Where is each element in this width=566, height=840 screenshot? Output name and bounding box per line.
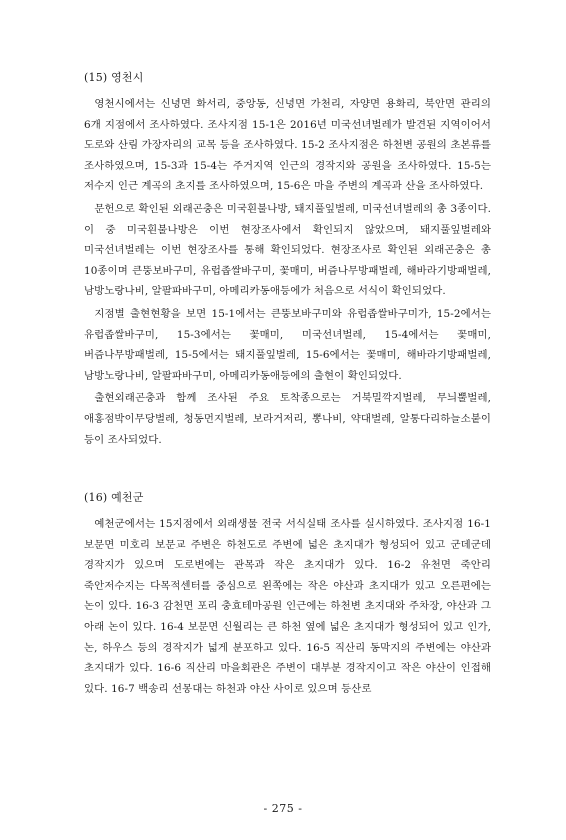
paragraph: 문헌으로 확인된 외래곤충은 미국흰불나방, 돼지풀잎벌레, 미국선녀벌레의 총 3종이다. 이 중 미국흰불나방은 이번 현장조사에서 확인되지 않았으며, 돼지풀잎벌레와 미국선녀벌레는 이번 현장조사를 통해 확인되었다. 현장조사로 확인된 외래곤충은 총 10종이며 큰뚱보바구미, 유럽좁쌀바구미, 꽃매미, 버즘나무방패벌레, 해바라기방패벌레, 남방노랑나비, 알팔파바구미, 아메리카동애등에가 처음으로 서식이 확인되었다. <box>84 202 491 298</box>
paragraph: 출현외래곤충과 함께 조사된 주요 토착종으로는 거북밀깍지벌레, 무늬뿔벌레, 애홍점박이무당벌레, 청동먼지벌레, 보라거저리, 뽕나비, 약대벌레, 알통다리하늘소붙이 등이 조사되었다. <box>84 392 491 446</box>
paragraph: 지점별 출현현황을 보면 15-1에서는 큰뚱보바구미와 유럽좁쌀바구미가, 15-2에서는 유럽좁쌀바구미, 15-3에서는 꽃매미, 미국선녀벌레, 15-4에서는 꽃매미, 버즘나무방패벌레, 15-5에서는 돼지풀잎벌레, 15-6에서는 꽃매미, 해바라기방패벌레, 남방노랑나비, 알팔파바구미, 아메리카동애등에의 출현이 확인되었다. <box>84 307 491 382</box>
page-number: - 275 - <box>263 802 303 815</box>
section-heading: (15) 영천시 <box>84 71 144 84</box>
section-yeongcheon <box>84 70 491 450</box>
paragraph: 영천시에서는 신녕면 화서리, 중앙동, 신녕면 가천리, 자양면 용화리, 북안면 관리의 6개 지점에서 조사하였다. 조사지점 15-1은 2016년 미국선녀벌레가 발견된 지역이어서 도로와 산림 가장자리의 교목 등을 조사하였다. 15-2 조사지점은 하천변 공원의 초본류를 조사하였으며, 15-3과 15-4는 주거지역 인근의 경작지와 공원을 조사하였다. 15-5는 저수지 인근 계곡의 초지를 조사하였으며, 15-6은 마을 주변의 계곡과 산을 조사하였다. <box>84 98 491 193</box>
section-yecheon <box>84 490 491 699</box>
paragraph: 예천군에서는 15지점에서 외래생물 전국 서식실태 조사를 실시하였다. 조사지점 16-1 보문면 미호리 보문교 주변은 하천도로 주변에 넓은 초지대가 형성되어 있고 군데군데 경작지가 있으며 도로변에는 관목과 작은 초지대가 있다. 16-2 유천면 죽안리 죽안저수지는 다목적센터를 중심으로 왼쪽에는 작은 야산과 초지대가 있고 오른편에는 논이 있다. 16-3 감천면 포리 충효테마공원 인근에는 하천변 초지대와 주차장, 야산과 그 아래 논이 있다. 16-4 보문면 신월리는 큰 하천 옆에 넓은 초지대가 형성되어 있고 인가, 논, 하우스 등의 경작지가 넓게 분포하고 있다. 16-5 직산리 동막지의 주변에는 야산과 초지대가 있다. 16-6 직산리 마을회관은 주변이 대부분 경작지이고 작은 야산이 인접해 있다. 16-7 백송리 선몽대는 하천과 야산 사이로 있으며 등산로 <box>84 518 491 695</box>
section-heading: (16) 예천군 <box>84 491 144 505</box>
section-spacer <box>84 452 491 490</box>
page-body <box>84 70 491 701</box>
